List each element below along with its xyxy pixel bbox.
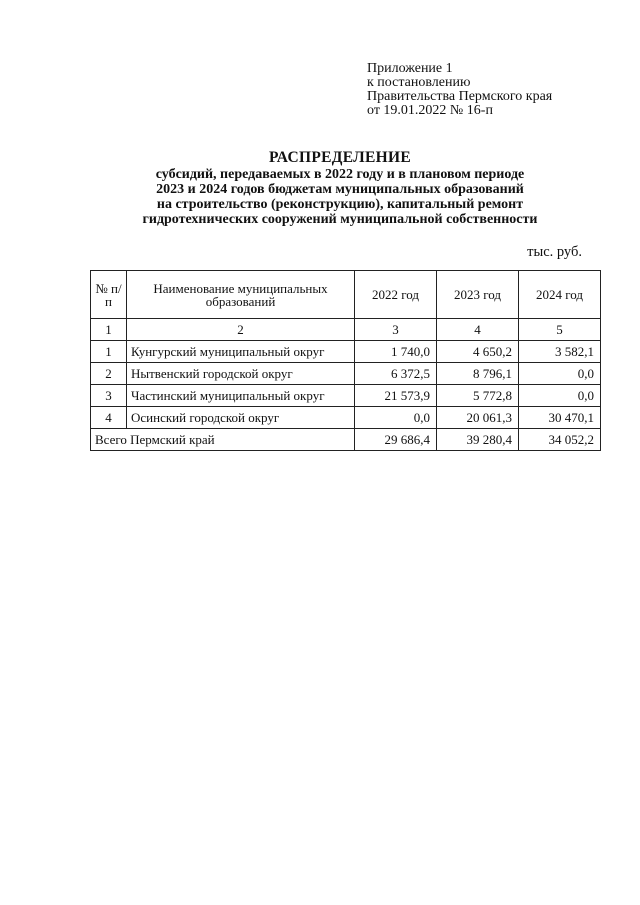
- distribution-table: [90, 270, 601, 451]
- document-title: РАСПРЕДЕЛЕНИЕ: [269, 149, 411, 166]
- table-row: [91, 363, 601, 385]
- document-subtitle: [60, 167, 620, 227]
- appendix-line: от 19.01.2022 № 16-п: [367, 103, 493, 118]
- row-2022: 21 573,9: [355, 385, 437, 407]
- subtitle-line: 2023 и 2024 годов бюджетам муниципальных образований: [156, 182, 524, 197]
- row-num: 4: [91, 407, 127, 429]
- row-name: Частинский муниципальный округ: [127, 385, 355, 407]
- row-2022: 1 740,0: [355, 341, 437, 363]
- subtitle-line: гидротехнических сооружений муниципальной собственности: [142, 212, 538, 227]
- row-2022: 6 372,5: [355, 363, 437, 385]
- row-2024: 0,0: [519, 385, 601, 407]
- row-2023: 20 061,3: [437, 407, 519, 429]
- header-num: № п/п: [91, 271, 127, 319]
- row-num: 2: [91, 363, 127, 385]
- column-number: 2: [127, 319, 355, 341]
- subtitle-line: на строительство (реконструкцию), капитальный ремонт: [156, 197, 524, 212]
- row-num: 1: [91, 341, 127, 363]
- row-2024: 30 470,1: [519, 407, 601, 429]
- table-row: [91, 385, 601, 407]
- row-2023: 8 796,1: [437, 363, 519, 385]
- header-2024: 2024 год: [519, 271, 601, 319]
- column-number: 1: [91, 319, 127, 341]
- row-2022: 0,0: [355, 407, 437, 429]
- subtitle-line: субсидий, передаваемых в 2022 году и в плановом периоде: [155, 167, 525, 182]
- total-label: Всего Пермский край: [91, 429, 355, 451]
- appendix-block: [367, 62, 552, 118]
- appendix-line: к постановлению: [367, 75, 471, 90]
- appendix-line: Приложение 1: [367, 61, 453, 76]
- row-2024: 3 582,1: [519, 341, 601, 363]
- total-2024: 34 052,2: [519, 429, 601, 451]
- table-total-row: [91, 429, 601, 451]
- row-2023: 4 650,2: [437, 341, 519, 363]
- column-number: 3: [355, 319, 437, 341]
- row-name: Кунгурский муниципальный округ: [127, 341, 355, 363]
- total-2023: 39 280,4: [437, 429, 519, 451]
- header-name: Наименование муниципальных образований: [127, 271, 355, 319]
- row-2024: 0,0: [519, 363, 601, 385]
- appendix-line: Правительства Пермского края: [367, 89, 553, 104]
- row-name: Нытвенский городской округ: [127, 363, 355, 385]
- row-2023: 5 772,8: [437, 385, 519, 407]
- column-number: 4: [437, 319, 519, 341]
- row-name: Осинский городской округ: [127, 407, 355, 429]
- row-num: 3: [91, 385, 127, 407]
- table-row: [91, 407, 601, 429]
- header-2023: 2023 год: [437, 271, 519, 319]
- header-2022: 2022 год: [355, 271, 437, 319]
- units-label: тыс. руб.: [527, 244, 582, 260]
- column-number-row: [91, 319, 601, 341]
- column-number: 5: [519, 319, 601, 341]
- table-header-row: [91, 271, 601, 319]
- table-row: [91, 341, 601, 363]
- total-2022: 29 686,4: [355, 429, 437, 451]
